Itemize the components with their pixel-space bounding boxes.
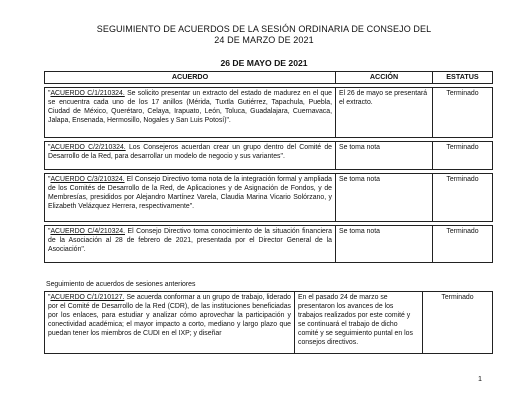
header-accion: ACCIÓN [336, 72, 433, 84]
acuerdo-cell: "ACUERDO C/1/210324. Se solicito presentar un extracto del estado de madurez en el que se encuentra cada uno de los 17 anillos (Mérida, Tuxtla Gutiérrez, Tapachula, Puebla, Ciudad de México, Querétaro, Celaya, Irapuato, León, Toluca, Guadalajara, Cuernavaca, Jalapa, Ensenada, Hermosillo, Nogales y San Luis Potosí)". [45, 88, 336, 138]
acuerdo-cell: "ACUERDO C/4/210324. El Consejo Directivo toma conocimiento de la situación financiera de la Asociación al 28 de febrero de 2021, presentada por el Director General de la Asociación". [45, 226, 336, 263]
acuerdo-id: ACUERDO C/3/210324. [50, 176, 125, 183]
acuerdo-cell: "ACUERDO C/3/210324. El Consejo Directivo toma nota de la integración formal y ampliada de los Comités de Desarrollo de la Red, de Aplicaciones y de Asignación de Fondos, y de Membresías, presididos por Alejandro Martínez Varela, Claudia Marina Vicario Solórzano, y Elizabeth Velázquez Herrera, respectivamente". [45, 174, 336, 222]
estatus-cell: Terminado [423, 292, 493, 354]
table-row [45, 142, 493, 170]
estatus-cell: Terminado [433, 88, 493, 138]
table-row [45, 292, 493, 354]
header-estatus: ESTATUS [433, 72, 493, 84]
acuerdo-id: ACUERDO C/1/210127. [50, 294, 125, 301]
document-title-line2: 24 DE MARZO DE 2021 [214, 35, 314, 45]
acuerdo-id: ACUERDO C/1/210324. [50, 90, 125, 97]
document-title-line1: SEGUIMIENTO DE ACUERDOS DE LA SESIÓN ORDINARIA DE CONSEJO DEL [96, 24, 432, 34]
document-date: 26 DE MAYO DE 2021 [220, 58, 308, 68]
acuerdo-text: El Consejo Directivo toma conocimiento de la situación financiera de la Asociación al 28 de febrero de 2021, presentada por el Director General de la Asociación". [48, 228, 333, 253]
accion-cell: Se toma nota [336, 226, 433, 263]
table-row [45, 226, 493, 263]
previous-agreements-table [44, 291, 493, 354]
acuerdo-cell: "ACUERDO C/1/210127. Se acuerda conformar a un grupo de trabajo, liderado por el Comité de Desarrollo de la Red (CDR), de las instituciones beneficiadas por los enlaces, para estudiar y analizar cómo aprovechar la participación y conectividad académica; el mayor impacto a corto, mediano y largo plazo que puedan tener los miembros de CUDI en el IXP; y diseñar [45, 292, 295, 354]
header-acuerdo: ACUERDO [45, 72, 336, 84]
accion-cell: Se toma nota [336, 174, 433, 222]
agreements-table [44, 71, 493, 263]
accion-cell: Se toma nota [336, 142, 433, 170]
table-row [45, 174, 493, 222]
estatus-cell: Terminado [433, 142, 493, 170]
acuerdo-text: El Consejo Directivo toma nota de la integración formal y ampliada de los Comités de Desarrollo de la Red, de Aplicaciones y de Asignación de Fondos, y de Membresías, presididos por Alejandro Martínez Varela, Claudia Marina Vicario Solórzano, y Elizabeth Velázquez Herrera, respectivamente". [48, 176, 333, 210]
acuerdo-text: Se acuerda conformar a un grupo de trabajo, liderado por el Comité de Desarrollo de la Red (CDR), de las instituciones beneficiadas por los enlaces, para estudiar y analizar cómo aprovechar la participación y conectividad académica; el mayor impacto a corto, mediano y largo plazo que puedan tener los miembros de CUDI en el IXP; y diseñar [48, 294, 291, 337]
accion-cell: El 26 de mayo se presentará el extracto. [336, 88, 433, 138]
estatus-cell: Terminado [433, 226, 493, 263]
accion-cell: En el pasado 24 de marzo se presentaron los avances de los trabajos realizados por este comité y se continuará el trabajo de dicho comité y se seguimiento puntal en los consejos directivos. [295, 292, 423, 354]
table-header-row [45, 72, 493, 84]
previous-sessions-label: Seguimiento de acuerdos de sesiones anteriores [46, 281, 196, 288]
page-number: 1 [478, 374, 482, 383]
acuerdo-text: Se solicito presentar un extracto del estado de madurez en el que se encuentra cada uno de los 17 anillos (Mérida, Tuxtla Gutiérrez, Tapachula, Puebla, Ciudad de México, Querétaro, Celaya, Irapuato, León, Toluca, Guadalajara, Cuernavaca, Jalapa, Ensenada, Hermosillo, Nogales y San Luis Potosí)". [48, 90, 332, 124]
acuerdo-id: ACUERDO C/4/210324. [50, 228, 125, 235]
acuerdo-id: ACUERDO C/2/210324. [50, 144, 126, 151]
estatus-cell: Terminado [433, 174, 493, 222]
acuerdo-text: Los Consejeros acuerdan crear un grupo dentro del Comité de Desarrollo de la Red, para desarrollar un modelo de negocio y sus variantes". [48, 144, 332, 160]
acuerdo-cell: "ACUERDO C/2/210324. Los Consejeros acuerdan crear un grupo dentro del Comité de Desarrollo de la Red, para desarrollar un modelo de negocio y sus variantes". [45, 142, 336, 170]
table-row [45, 88, 493, 138]
